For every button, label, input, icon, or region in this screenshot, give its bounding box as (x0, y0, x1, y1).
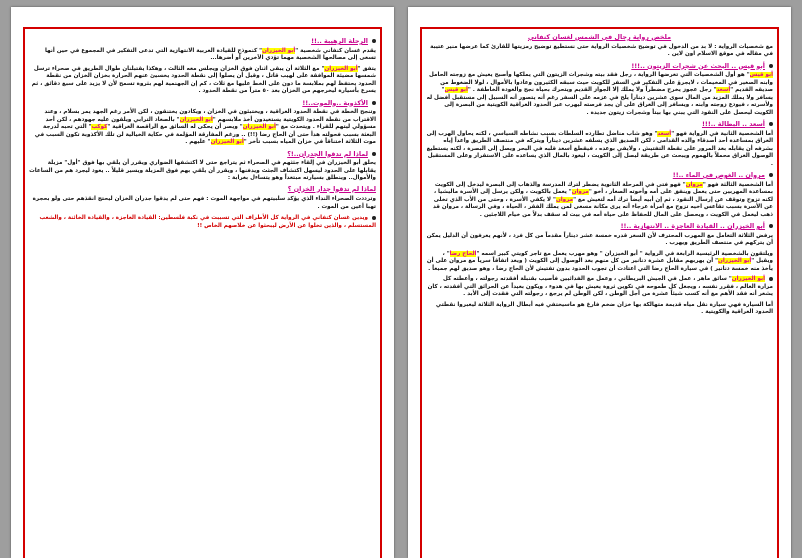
paragraph: أما السيارة فهي سيارة نقل مياه قديمة متهالكة بها خزان ضخم فارغ هو ماسيختفي فيه أبطال الرواية الثلاثة ليعبروا نقطتي الحدود العراقية والكويتية . (435, 301, 773, 315)
paragraph: وتنجح الخطة في نقطة الحدود العراقية ، ويختبئون في الخزان ، ويكادون يختنقون ، لكن الأمر رغم الجهد يمر بسلام ، وعند الاقتراب من نقطة الحدود الكويتية يستعيدون أخذ ملابسهم "أبو الخيزران" بالصعاد الترابي ويلقون عليه جهودهم ، لكن أحد مسؤولي ليتهم للقراء . ويتحدث مع "أبو الخيزران" ويصر أن يحكى له السائق مع الراقصة العراقية "كوكب" التي تحبه لدرجة البعثة بسبب فحولته هدأ حتى أن الحاج رضا (!!) .. ورغم المفارقة المؤلمة في حكاية الخيالية لن تلك الأكذوبة تكون السبب في موت الثلاثة اختناقاً في خزان المياه بسبب تأخر "أبو الخيزران" عليهم . (34, 109, 376, 145)
section-heading (426, 172, 773, 180)
paragraph: يحلق أبو الخيزران في إلقاء جثثهم في الصحراء ثم يتراجع حتى لا اكتشفها الضواري ويقرر أن يلقي بها فوق "أول" مزبلة يقابلها على الحدود ليسهل اكتشاف الجثث ويدفنها ، ويقرر أن يلقي بهم فوق المزبلة ويسير قليلاً .. يعود ليجرد هم من الساعات والأموال.. وينطلق بسيارته مبتعداً وهو يتساءل بغرابة : (29, 160, 376, 181)
document-page-left (11, 7, 394, 558)
heading-text: الأكذوبة ..والموت..!! (302, 98, 368, 107)
conclusion-paragraph: ويدين غسان كنفاني في الرواية كل الأطراف التي تسببت في نكبة فلسطين: القيادة العاجزة ، والقيادة الخائنة ، والشعب المستسلم ، والذين تخلوا عن الأرض ليبحثوا عن خلاصهم الخاص !! (39, 215, 376, 229)
paragraph: يقدم غسان كنفاني شخصية "أبو الخيزران" كنموذج للقيادة العربية الانتهازية التي تدعى التفكير في المجموع في حين أنها تسعى إلى مصالحها الشخصية مهما تؤدي الآخرين أو أضرها... (44, 47, 376, 61)
paragraph: أبو الخيزران" سائق ماهر ، عمل في الجيش البريطاني ، وعمل مع الفدائيين فأصيب بقنبلة أفقدته رجولته ، وأعطته كل مرارة العالم ، فقرر نفسه ، ويجعل كل طموحه في تكوين ثروة يعيش بها في هدوء ، ويكون بعيداً عن الحرائق التي أفقدته ، كان يشعر أنه فقد الأهم مع أنه كسب شيئاً عشرة من أجل الوطن ، لكن الوطن لم يرجع ، رجولته التي فقدت إلى الأبد . (427, 276, 773, 297)
paragraph: أبو قيس" هو أول الشخصيات التي تعرضها الرواية ، رجل فقد بيته وشجرات الزيتون التي يملكها وأصبح يعيش مع زوجته الحامل وابنه الصغير في المخيمات ، لايجرؤ على التفكير في السفر للكويت حيث سبقه الكثيرون وعادوا بالأموال ، لولا الضغوط من صديقه القديم "أسعد" رجل عجوز يخرج مضطراً ولا يملك إلا الجواز القديم ويتحرك بحياة نجح والعودة الخاطفة . "أبو قيس" يسافر ولا يملك المزيد من المال سوى عشرين ديناراً يلح في عزمه على السفر رغم أنه يتصور أنه السبيل إلى مستقبل أفضل له ولأسرته ، فيودع زوجته وابنه ، ويسافر إلى العراق على أن يجد فرصته ليهرب عبر الحدود العراقية الكويتية من البصرة إلى الكويت ليحصل على النقود التي يبني بها بيتاً وشجرات زيتون جديدة . (426, 72, 773, 116)
paragraph: يرفض الثلاثة التعامل مع المهرب المحترف لأن السعر قدره خمسة عشر ديناراً مقدماً من كل فرد ، لأنهم يعرفون أن الدليل يمكن أن يتركهم في منتصف الطريق ويهرب . (426, 232, 773, 246)
bullet-icon (769, 122, 773, 126)
document-page-right (408, 7, 791, 558)
paragraph: ويلتقون بالشخصية الرئيسية الرابعة في الرواية " أبو الخيزران " وهو مهرب يعمل مع تاجر كويتي كبير اسمه "الحاج رضا" ، ويقبل "أبو الخيزران" أن يهربهم مقابل عشرة دنانير من كل منهم بعد الوصول إلى الكويت ( ويعد اتفاقاً سرياً مع مروان على أن يأخذ منه خمسة دنانير ) في سيارة الحاج رضا التي اعتادت أن تجوب الحدود بدون تفتيش لأن الحاج رضا ، وهو صديق لهم جميعاً . (426, 250, 773, 272)
paragraph: أما الشخصية الثالثة فهو "مروان" فهو فتى في المرحلة الثانوية يضطر لترك المدرسة والذهاب إلى البصرة ليدخل إلى الكويت بمساعدة المهربين حتى يعمل وينفق على أمه وأخوته الصغار ، أخو "مروان" يعمل بالكويت ، ولكن يرسل إلى الأسرة ماليشيا ، لكنه تزوج وتوقف عن إرسال النقود ، ثم إن أبيه أيضاً ترك أمه لتعيش مع "مروان" لا يكفي الأسرة ، وحتى من الأب الذي تخلى عن الأسرة بسبب تقاعس اخيه تزوج مع امرأة عرجاء أنه يرى مكانة مسعى لمن يملك الفقر ، الحياة ، وفي الرسالة ، مروان قد ذهب ليعمل في الكويت ، ويحصل على المال للحفاظ على حياة أمه في بيت له سقف بدلاً من خيام اللاجئين . (432, 181, 773, 218)
heading-text: أسعد .. البطالة ..!!! (701, 120, 765, 128)
heading-text: لماذا لم تدقوا الجدران..!؟ (287, 149, 368, 158)
paragraph: مع شخصيات الرواية : لا بد من الدخول في توضيح شخصيات الرواية حتى نستطيع توضيح رمزيتها للقارئ كما عرضها منير عتيبة في مقاله في موقع الاسلام اون لاين . (430, 43, 773, 57)
bullet-icon (769, 64, 773, 68)
section-heading (29, 151, 376, 159)
quote-line: لماذا لم تدقوا جدار الخزان ؟ (287, 184, 376, 193)
section-heading (426, 63, 773, 71)
page-content (426, 34, 773, 558)
heading-text: أبو قيس .. البحث عن شجرات الزيتون ..!!! (631, 61, 765, 70)
section-heading (29, 100, 376, 108)
bullet-icon (372, 101, 376, 105)
section-heading (29, 38, 376, 46)
bullet-icon (372, 216, 376, 220)
document-title: ملخص رواية رجال في الشمس لغسان كنفاني (527, 34, 672, 41)
paragraph: أما الشخصية الثانية في الرواية فهو "أسعد" وهو شاب مناضل تطارده السلطات بسبب نشاطه السياسي ، لكنه يحاول الهرب إلى العراق بمساعدة أحد أصدقاء والده القدامى ، لكن الصديق الذي يسلفه عشرين ديناراً ويتركه في منتصف الطريق واعداً إياه بشرفه أن يقابله بعد المرور على نقطة التفتيش ، ولايفي بوعده ، فيقطع أسعد قلبه في البحر ويصل إلى البصرة ، لكنه يستطيع الوصول العراق محملاً بالهموم ويبحث عن طريقة ليصل إلى الكويت ، ليعود بالمال الذي يساعده على الاستقرار وعلى المستقبل . (426, 130, 773, 167)
section-heading (426, 121, 773, 129)
paragraph: يتفق "أبو الخيزران" مع الثلاثة أن يبقى اثنان فوق الخزان ويجلس معه الثالث ، وهكذا يقتبلنان طوال الطريق في صحراء ترسل شمسها مضيئة الموافقة على لهيب قاتل ، وقبل أن يصلوا إلى نقطة الحدود يخسيئ عنهم الحرارة بخزان الخزان من نقطة الحدود يحتفظ لهم بملابسة ما دون على الخط عليها مع ثلاث ، كم إن الجهنمية لهم بثروة تسمح لأن لا يزيد على سبع دقائق ، ثم يسرع بأسيارة ليخرجهم من الخزان بعد ٥٠ متراً من نقطة الحدود . (31, 65, 376, 94)
section-heading (426, 223, 773, 231)
bullet-icon (372, 152, 376, 156)
bullet-icon (769, 173, 773, 177)
bullet-icon (372, 39, 376, 43)
heading-text: الرحلة الرهيبة ..!! (311, 37, 368, 45)
bullet-icon (769, 224, 773, 228)
paragraph: وترددت الصحراء النداء الذي يؤكد سلبيتهم في مواجهة الموت : فهم حتى لم يدقوا جدران الخزان ليحتج انقذهم حتى ولو بحجرة تهبا أعين من الموت . (32, 196, 376, 210)
heading-text: أبو الخيزران .. القيادة العاجزة .. الانتهازية ..!! (620, 222, 765, 230)
bullet-icon (769, 277, 773, 281)
page-content (29, 34, 376, 558)
heading-text: مروان .. الغوص في الماء ..!! (672, 171, 765, 179)
